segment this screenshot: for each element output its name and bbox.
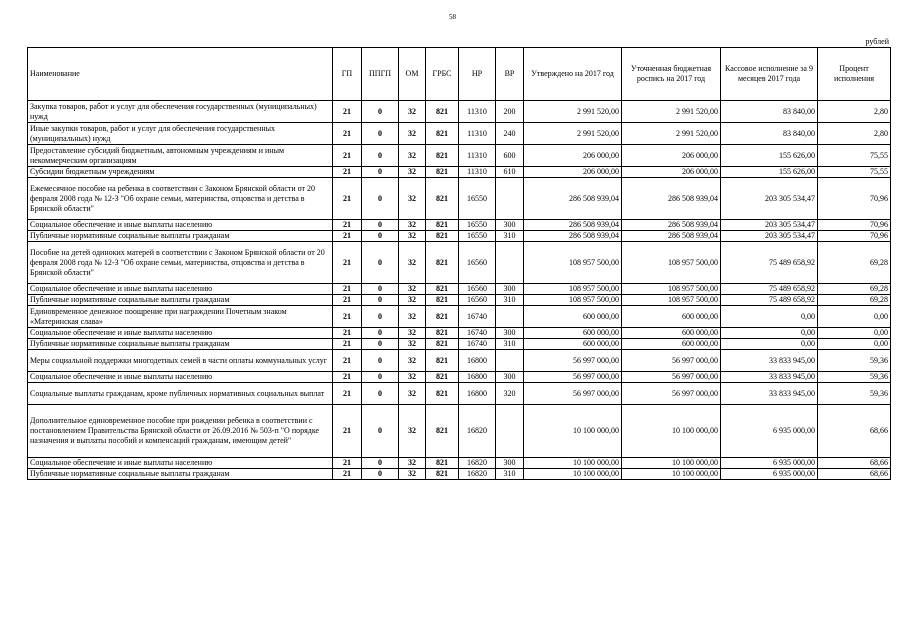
cell-ppgp: 0 (362, 101, 399, 123)
cell-percent: 0,00 (818, 328, 891, 339)
cell-ppgp: 0 (362, 123, 399, 145)
cell-name: Публичные нормативные социальные выплаты гражданам (28, 295, 333, 306)
cell-vr: 300 (496, 328, 524, 339)
cell-om: 32 (399, 220, 426, 231)
cell-refined: 108 957 500,00 (622, 295, 721, 306)
cell-vr: 600 (496, 145, 524, 167)
header-row (28, 48, 891, 101)
cell-gp: 21 (333, 469, 362, 480)
cell-vr: 300 (496, 220, 524, 231)
cell-om: 32 (399, 145, 426, 167)
cell-refined: 286 508 939,04 (622, 231, 721, 242)
cell-grbs: 821 (426, 220, 459, 231)
cell-name: Дополнительное единовременное пособие при рождении ребенка в соответствии с постановлением Правительства Брянской области от 26.09.2016 № 503-п "О порядке назначения и выплаты пособий и компенсаций гражданам, имеющим детей" (28, 405, 333, 458)
cell-approved: 286 508 939,04 (524, 178, 622, 220)
cell-name: Предоставление субсидий бюджетным, автономным учреждениям и иным некоммерческим организациям (28, 145, 333, 167)
header-refined: Уточненная бюджетная роспись на 2017 год (622, 48, 721, 101)
cell-cash: 83 840,00 (721, 123, 818, 145)
cell-np: 16820 (459, 458, 496, 469)
cell-percent: 69,28 (818, 242, 891, 284)
cell-np: 16560 (459, 295, 496, 306)
cell-approved: 286 508 939,04 (524, 231, 622, 242)
cell-refined: 108 957 500,00 (622, 284, 721, 295)
cell-grbs: 821 (426, 372, 459, 383)
table-row (28, 372, 891, 383)
cell-approved: 206 000,00 (524, 145, 622, 167)
cell-np: 16740 (459, 328, 496, 339)
table-row (28, 469, 891, 480)
cell-gp: 21 (333, 372, 362, 383)
cell-name: Иные закупки товаров, работ и услуг для обеспечения государственных (муниципальных) нужд (28, 123, 333, 145)
cell-refined: 10 100 000,00 (622, 405, 721, 458)
cell-gp: 21 (333, 145, 362, 167)
cell-name: Публичные нормативные социальные выплаты гражданам (28, 231, 333, 242)
cell-ppgp: 0 (362, 242, 399, 284)
cell-om: 32 (399, 469, 426, 480)
cell-np: 16560 (459, 284, 496, 295)
cell-ppgp: 0 (362, 306, 399, 328)
cell-name: Социальные выплаты гражданам, кроме публичных нормативных социальных выплат (28, 383, 333, 405)
cell-grbs: 821 (426, 123, 459, 145)
cell-grbs: 821 (426, 101, 459, 123)
cell-grbs: 821 (426, 469, 459, 480)
cell-om: 32 (399, 295, 426, 306)
cell-percent: 0,00 (818, 339, 891, 350)
table-row (28, 328, 891, 339)
cell-vr: 610 (496, 167, 524, 178)
cell-grbs: 821 (426, 306, 459, 328)
cell-gp: 21 (333, 231, 362, 242)
cell-vr: 200 (496, 101, 524, 123)
cell-approved: 2 991 520,00 (524, 101, 622, 123)
cell-approved: 206 000,00 (524, 167, 622, 178)
cell-om: 32 (399, 123, 426, 145)
cell-name: Социальное обеспечение и иные выплаты населению (28, 458, 333, 469)
cell-om: 32 (399, 178, 426, 220)
cell-cash: 0,00 (721, 306, 818, 328)
cell-approved: 108 957 500,00 (524, 295, 622, 306)
header-approved: Утверждено на 2017 год (524, 48, 622, 101)
cell-grbs: 821 (426, 145, 459, 167)
cell-ppgp: 0 (362, 339, 399, 350)
cell-ppgp: 0 (362, 350, 399, 372)
cell-om: 32 (399, 306, 426, 328)
cell-cash: 33 833 945,00 (721, 383, 818, 405)
cell-refined: 600 000,00 (622, 328, 721, 339)
cell-np: 16560 (459, 242, 496, 284)
cell-cash: 6 935 000,00 (721, 469, 818, 480)
cell-cash: 6 935 000,00 (721, 405, 818, 458)
table-row (28, 295, 891, 306)
cell-cash: 0,00 (721, 339, 818, 350)
cell-approved: 10 100 000,00 (524, 405, 622, 458)
cell-np: 11310 (459, 145, 496, 167)
cell-vr: 320 (496, 383, 524, 405)
table-row (28, 458, 891, 469)
cell-vr: 310 (496, 231, 524, 242)
cell-ppgp: 0 (362, 178, 399, 220)
cell-percent: 70,96 (818, 178, 891, 220)
cell-refined: 56 997 000,00 (622, 383, 721, 405)
cell-percent: 68,66 (818, 405, 891, 458)
table-row (28, 220, 891, 231)
cell-refined: 56 997 000,00 (622, 372, 721, 383)
cell-refined: 108 957 500,00 (622, 242, 721, 284)
cell-name: Социальное обеспечение и иные выплаты населению (28, 328, 333, 339)
cell-percent: 2,80 (818, 101, 891, 123)
header-ppgp: ППГП (362, 48, 399, 101)
cell-refined: 10 100 000,00 (622, 458, 721, 469)
cell-om: 32 (399, 328, 426, 339)
table-body (28, 101, 891, 480)
table-row (28, 284, 891, 295)
cell-approved: 56 997 000,00 (524, 383, 622, 405)
cell-ppgp: 0 (362, 167, 399, 178)
cell-refined: 2 991 520,00 (622, 101, 721, 123)
cell-np: 16740 (459, 306, 496, 328)
cell-om: 32 (399, 339, 426, 350)
cell-approved: 2 991 520,00 (524, 123, 622, 145)
cell-cash: 75 489 658,92 (721, 242, 818, 284)
cell-grbs: 821 (426, 167, 459, 178)
cell-name: Пособие на детей одиноких матерей в соответствии с Законом Брянской области от 20 февраля 2008 года № 12-З "Об охране семьи, материнства, отцовства и детства в Брянской области" (28, 242, 333, 284)
table-row (28, 178, 891, 220)
cell-name: Публичные нормативные социальные выплаты гражданам (28, 339, 333, 350)
cell-gp: 21 (333, 405, 362, 458)
cell-vr (496, 405, 524, 458)
cell-gp: 21 (333, 284, 362, 295)
cell-percent: 70,96 (818, 220, 891, 231)
table-row (28, 350, 891, 372)
cell-grbs: 821 (426, 339, 459, 350)
cell-approved: 108 957 500,00 (524, 242, 622, 284)
cell-grbs: 821 (426, 350, 459, 372)
table-row (28, 145, 891, 167)
cell-approved: 56 997 000,00 (524, 372, 622, 383)
cell-ppgp: 0 (362, 231, 399, 242)
cell-ppgp: 0 (362, 458, 399, 469)
cell-om: 32 (399, 242, 426, 284)
header-percent: Процент исполнения (818, 48, 891, 101)
header-cash: Кассовое исполнение за 9 месяцев 2017 года (721, 48, 818, 101)
cell-om: 32 (399, 458, 426, 469)
cell-np: 11310 (459, 167, 496, 178)
cell-name: Социальное обеспечение и иные выплаты населению (28, 372, 333, 383)
units-label: рублей (865, 37, 889, 46)
cell-gp: 21 (333, 178, 362, 220)
cell-percent: 59,36 (818, 383, 891, 405)
cell-np: 16550 (459, 231, 496, 242)
cell-name: Закупка товаров, работ и услуг для обеспечения государственных (муниципальных) нужд (28, 101, 333, 123)
cell-ppgp: 0 (362, 383, 399, 405)
cell-percent: 69,28 (818, 284, 891, 295)
cell-approved: 600 000,00 (524, 306, 622, 328)
cell-cash: 6 935 000,00 (721, 458, 818, 469)
cell-ppgp: 0 (362, 469, 399, 480)
cell-ppgp: 0 (362, 372, 399, 383)
cell-refined: 600 000,00 (622, 339, 721, 350)
cell-approved: 56 997 000,00 (524, 350, 622, 372)
cell-percent: 75,55 (818, 167, 891, 178)
cell-cash: 83 840,00 (721, 101, 818, 123)
cell-refined: 600 000,00 (622, 306, 721, 328)
cell-np: 16550 (459, 178, 496, 220)
header-np: НР (459, 48, 496, 101)
cell-om: 32 (399, 284, 426, 295)
cell-vr (496, 306, 524, 328)
cell-om: 32 (399, 350, 426, 372)
cell-gp: 21 (333, 383, 362, 405)
cell-grbs: 821 (426, 383, 459, 405)
cell-vr (496, 178, 524, 220)
cell-om: 32 (399, 405, 426, 458)
cell-approved: 286 508 939,04 (524, 220, 622, 231)
cell-np: 11310 (459, 101, 496, 123)
cell-percent: 2,80 (818, 123, 891, 145)
cell-vr (496, 350, 524, 372)
header-gp: ГП (333, 48, 362, 101)
cell-np: 16800 (459, 350, 496, 372)
cell-name: Публичные нормативные социальные выплаты гражданам (28, 469, 333, 480)
cell-cash: 203 305 534,47 (721, 220, 818, 231)
cell-name: Социальное обеспечение и иные выплаты населению (28, 220, 333, 231)
table-row (28, 123, 891, 145)
cell-vr: 300 (496, 284, 524, 295)
cell-refined: 286 508 939,04 (622, 178, 721, 220)
cell-gp: 21 (333, 242, 362, 284)
table-row (28, 339, 891, 350)
cell-grbs: 821 (426, 242, 459, 284)
cell-vr: 240 (496, 123, 524, 145)
cell-approved: 10 100 000,00 (524, 458, 622, 469)
table-row (28, 167, 891, 178)
cell-gp: 21 (333, 328, 362, 339)
cell-ppgp: 0 (362, 295, 399, 306)
cell-percent: 59,36 (818, 372, 891, 383)
cell-cash: 33 833 945,00 (721, 372, 818, 383)
cell-percent: 0,00 (818, 306, 891, 328)
cell-cash: 33 833 945,00 (721, 350, 818, 372)
cell-vr: 310 (496, 339, 524, 350)
header-grbs: ГРБС (426, 48, 459, 101)
header-name: Наименование (28, 48, 333, 101)
cell-gp: 21 (333, 306, 362, 328)
cell-cash: 0,00 (721, 328, 818, 339)
cell-om: 32 (399, 101, 426, 123)
cell-vr (496, 242, 524, 284)
cell-grbs: 821 (426, 284, 459, 295)
header-vr: ВР (496, 48, 524, 101)
cell-gp: 21 (333, 295, 362, 306)
cell-om: 32 (399, 383, 426, 405)
cell-name: Единовременное денежное поощрение при награждении Почетным знаком «Материнская слава» (28, 306, 333, 328)
cell-percent: 75,55 (818, 145, 891, 167)
cell-gp: 21 (333, 339, 362, 350)
cell-om: 32 (399, 372, 426, 383)
cell-np: 16800 (459, 383, 496, 405)
cell-np: 16820 (459, 405, 496, 458)
cell-approved: 108 957 500,00 (524, 284, 622, 295)
cell-np: 11310 (459, 123, 496, 145)
cell-gp: 21 (333, 167, 362, 178)
cell-np: 16550 (459, 220, 496, 231)
cell-ppgp: 0 (362, 220, 399, 231)
cell-name: Субсидии бюджетным учреждениям (28, 167, 333, 178)
cell-cash: 155 626,00 (721, 167, 818, 178)
cell-np: 16820 (459, 469, 496, 480)
cell-grbs: 821 (426, 405, 459, 458)
cell-grbs: 821 (426, 178, 459, 220)
cell-ppgp: 0 (362, 328, 399, 339)
cell-percent: 68,66 (818, 458, 891, 469)
cell-vr: 310 (496, 295, 524, 306)
cell-vr: 310 (496, 469, 524, 480)
cell-percent: 59,36 (818, 350, 891, 372)
cell-approved: 600 000,00 (524, 328, 622, 339)
cell-refined: 10 100 000,00 (622, 469, 721, 480)
cell-gp: 21 (333, 458, 362, 469)
budget-table (27, 47, 891, 480)
cell-cash: 75 489 658,92 (721, 295, 818, 306)
table-row (28, 405, 891, 458)
cell-name: Социальное обеспечение и иные выплаты населению (28, 284, 333, 295)
cell-ppgp: 0 (362, 405, 399, 458)
cell-vr: 300 (496, 458, 524, 469)
table-row (28, 231, 891, 242)
cell-grbs: 821 (426, 328, 459, 339)
cell-gp: 21 (333, 101, 362, 123)
table-row (28, 383, 891, 405)
cell-refined: 206 000,00 (622, 145, 721, 167)
cell-np: 16740 (459, 339, 496, 350)
cell-gp: 21 (333, 220, 362, 231)
cell-ppgp: 0 (362, 284, 399, 295)
cell-percent: 70,96 (818, 231, 891, 242)
cell-gp: 21 (333, 123, 362, 145)
table-row (28, 242, 891, 284)
cell-grbs: 821 (426, 458, 459, 469)
cell-refined: 56 997 000,00 (622, 350, 721, 372)
cell-cash: 203 305 534,47 (721, 231, 818, 242)
cell-approved: 600 000,00 (524, 339, 622, 350)
cell-name: Ежемесячное пособие на ребенка в соответствии с Законом Брянской области от 20 февраля 2008 года № 12-З "Об охране семьи, материнства, отцовства и детства в Брянской области" (28, 178, 333, 220)
cell-name: Меры социальной поддержки многодетных семей в части оплаты коммунальных услуг (28, 350, 333, 372)
cell-refined: 2 991 520,00 (622, 123, 721, 145)
page-number: 58 (449, 13, 456, 21)
table-row (28, 306, 891, 328)
cell-grbs: 821 (426, 231, 459, 242)
cell-refined: 206 000,00 (622, 167, 721, 178)
cell-np: 16800 (459, 372, 496, 383)
cell-gp: 21 (333, 350, 362, 372)
cell-cash: 203 305 534,47 (721, 178, 818, 220)
cell-om: 32 (399, 231, 426, 242)
cell-refined: 286 508 939,04 (622, 220, 721, 231)
cell-percent: 68,66 (818, 469, 891, 480)
cell-percent: 69,28 (818, 295, 891, 306)
cell-vr: 300 (496, 372, 524, 383)
cell-cash: 75 489 658,92 (721, 284, 818, 295)
cell-cash: 155 626,00 (721, 145, 818, 167)
cell-approved: 10 100 000,00 (524, 469, 622, 480)
header-om: ОМ (399, 48, 426, 101)
cell-grbs: 821 (426, 295, 459, 306)
cell-ppgp: 0 (362, 145, 399, 167)
cell-om: 32 (399, 167, 426, 178)
table-row (28, 101, 891, 123)
